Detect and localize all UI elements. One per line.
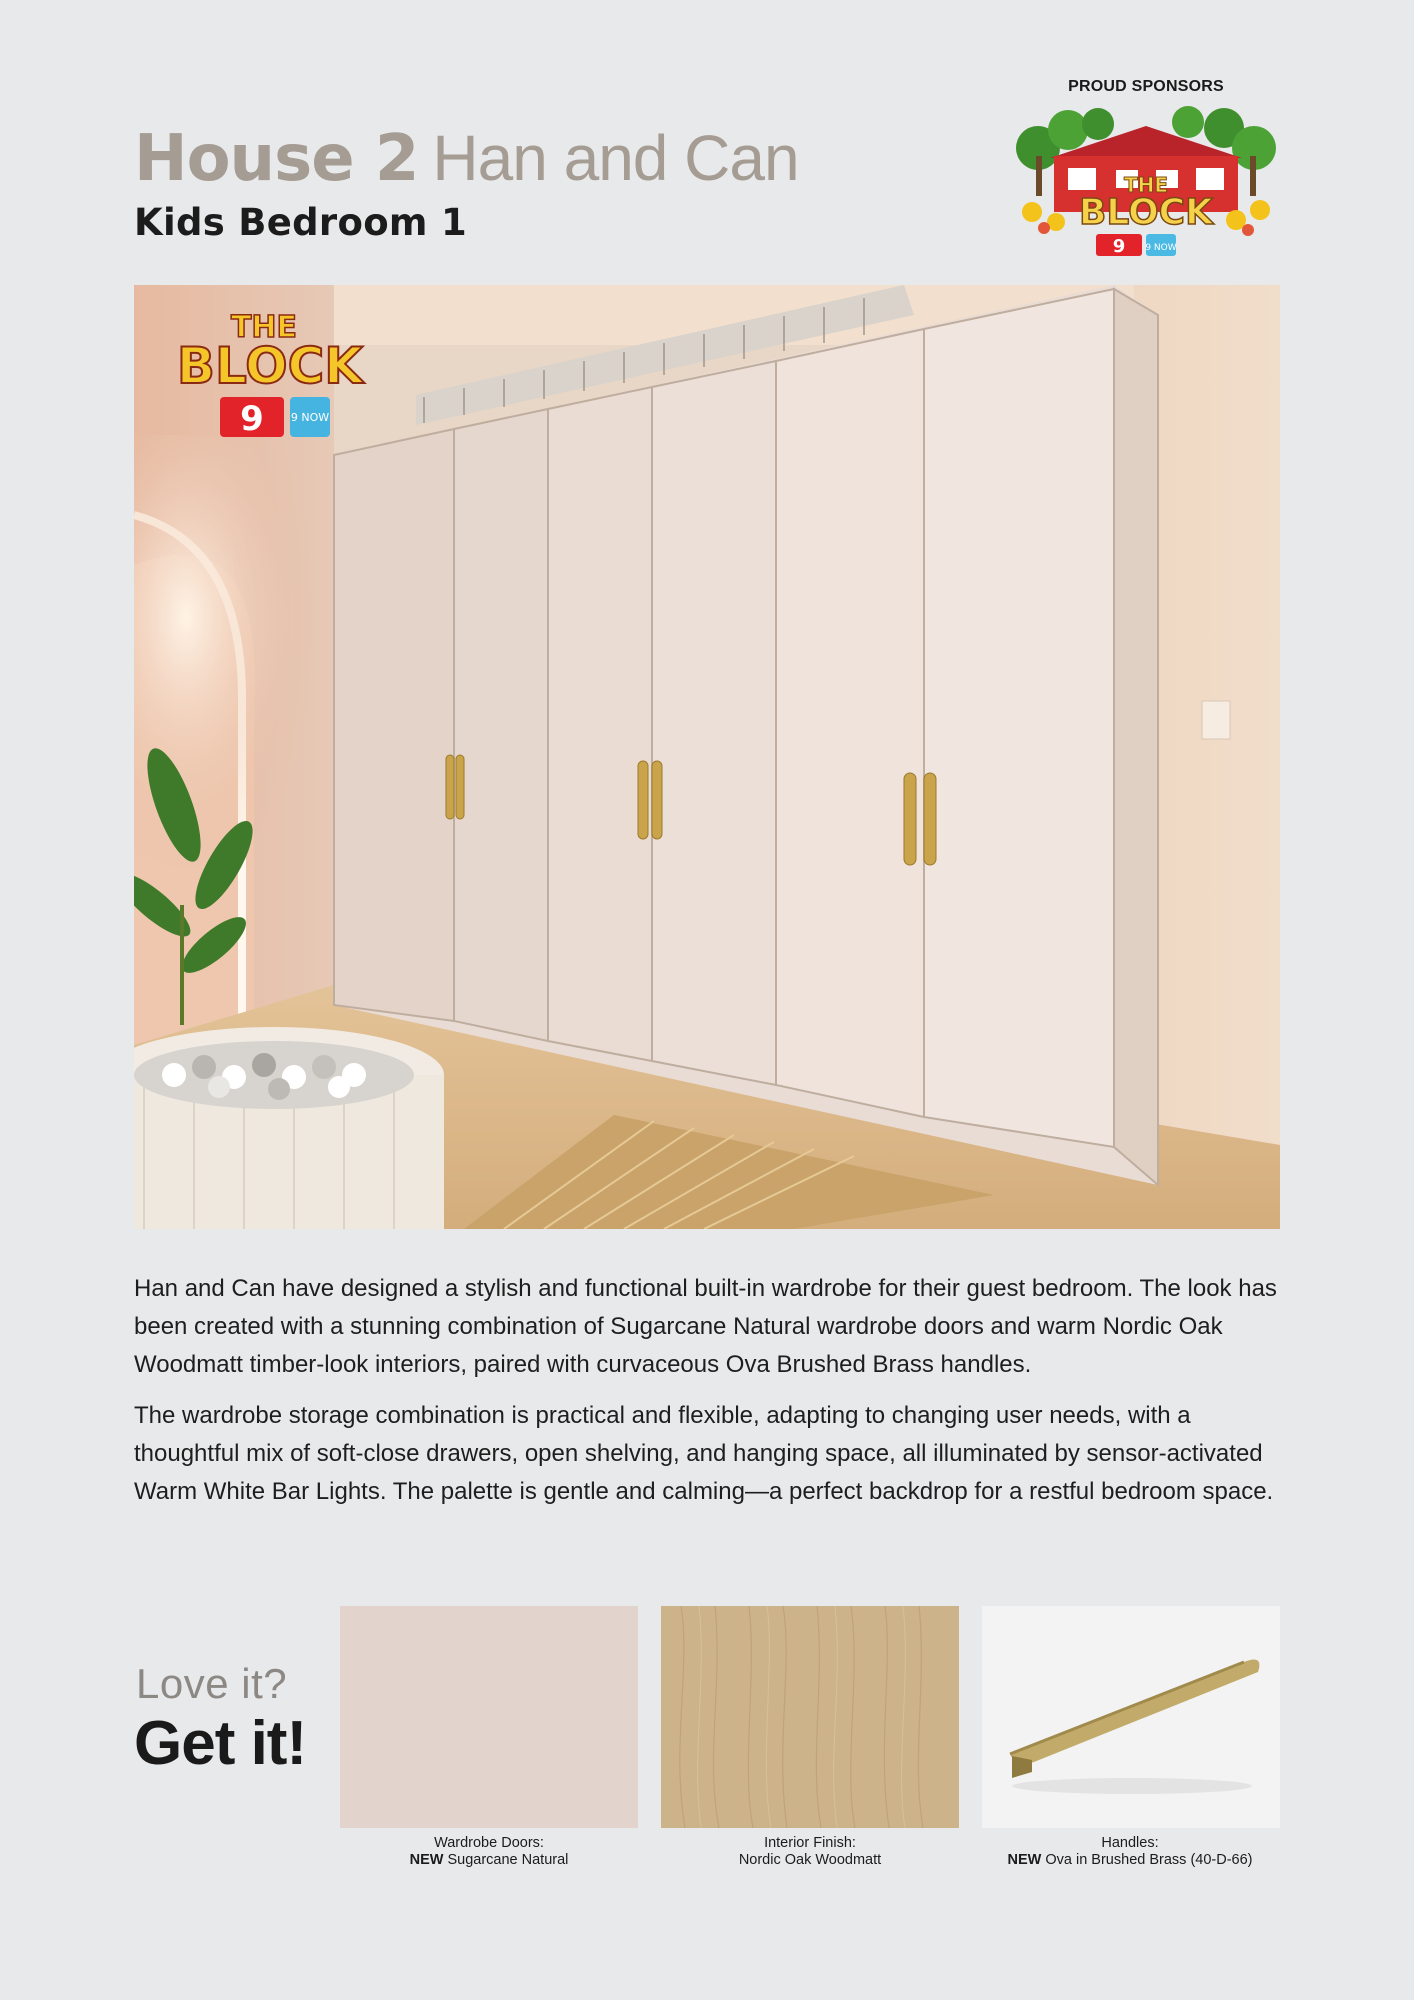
hero-channel: 9 [240, 399, 264, 439]
hero-photo [134, 285, 1280, 1229]
paragraph-1: Han and Can have designed a stylish and functional built-in wardrobe for their guest bedroom. The look has been created with a stunning combination of Sugarcane Natural wardrobe doors and warm Nordic Oak Woodmatt timber-look interiors, paired with curvaceous Ova Brushed Brass handles. [134, 1275, 1277, 1378]
title-block [134, 118, 799, 244]
product-label: Wardrobe Doors: [434, 1835, 544, 1851]
product-label: Handles: [1101, 1835, 1159, 1851]
swatch-handles [982, 1606, 1280, 1828]
house-number: House 2 [134, 122, 419, 196]
house-names: Han and Can [432, 122, 799, 194]
svg-text:BLOCK: BLOCK [176, 337, 364, 395]
swatch-interior-finish [661, 1606, 959, 1828]
get-it-text: Get it! [134, 1709, 307, 1778]
page-title [134, 118, 799, 199]
sponsor-logo-the: THE [1123, 173, 1169, 197]
product-name: Ova in Brushed Brass (40-D-66) [1045, 1852, 1253, 1868]
hero-the-block-logo [134, 285, 404, 445]
swatch-wardrobe-doors [340, 1606, 638, 1828]
article-body [134, 1270, 1284, 1524]
product-caption-doors [329, 1835, 649, 1869]
brass-handle-image [982, 1606, 1280, 1828]
paragraph-2: The wardrobe storage combination is practical and flexible, adapting to changing user needs, with a thoughtful mix of soft-close drawers, open shelving, and hanging space, all illuminated by sensor-activated Warm White Bar Lights. The palette is gentle and calming—a perfect backdrop for a restful bedroom space. [134, 1402, 1274, 1505]
product-name: Nordic Oak Woodmatt [738, 1852, 882, 1868]
new-badge: NEW [1007, 1852, 1042, 1868]
love-it-text: Love it? [136, 1660, 288, 1707]
wood-grain-texture [661, 1606, 959, 1828]
sponsor-label: PROUD SPONSORS [1068, 78, 1224, 95]
sponsor-channel-now: 9 NOW [1145, 243, 1177, 253]
product-caption-handles [970, 1835, 1290, 1869]
the-block-house-logo [1010, 96, 1282, 258]
sponsor-logo [1010, 74, 1282, 258]
new-badge: NEW [409, 1852, 444, 1868]
sponsor-channel: 9 [1112, 236, 1126, 257]
hero-channel-now: 9 NOW [290, 411, 330, 424]
hero-logo-text: THE [230, 310, 298, 345]
svg-text:BLOCK: BLOCK [1078, 192, 1214, 233]
room-title: Kids Bedroom 1 [134, 201, 467, 244]
product-caption-interior [650, 1835, 970, 1869]
product-name: Sugarcane Natural [447, 1852, 569, 1868]
product-label: Interior Finish: [764, 1835, 856, 1851]
